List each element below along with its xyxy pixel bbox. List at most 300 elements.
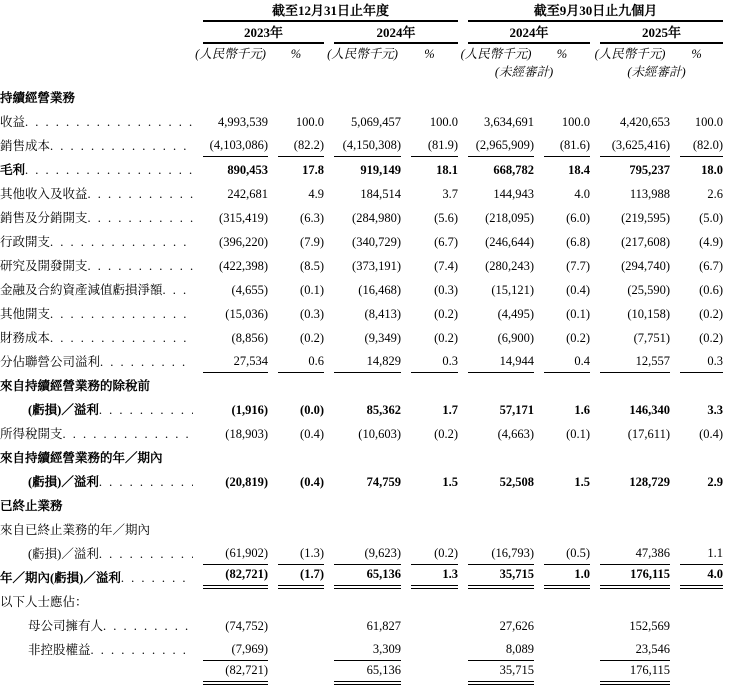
pct-cell: [534, 541, 590, 565]
year-cell: [324, 22, 458, 44]
amount-cell: [324, 229, 401, 253]
pct-cell: [401, 637, 458, 661]
year-cell: [590, 22, 736, 44]
pct-value: 18.1: [436, 163, 459, 177]
pct-value: 1.5: [574, 475, 591, 489]
amount-cell: [458, 253, 534, 277]
table-row: [0, 109, 736, 133]
table-row: [0, 469, 736, 493]
amount-cell: [590, 205, 670, 229]
amount-value: 146,340: [629, 403, 671, 417]
amount-cell: [324, 253, 401, 277]
amount-value: (422,398): [219, 259, 268, 273]
table-row: [0, 373, 736, 397]
amount-cell: [458, 277, 534, 301]
pct-value: [680, 683, 723, 685]
amount-value: (15,121): [491, 283, 535, 297]
dot-leader: [99, 546, 193, 563]
dot-leader: [88, 258, 193, 275]
amount-value: (61,902): [203, 545, 268, 565]
amount-cell: [590, 493, 670, 517]
pct-cell: [534, 82, 590, 109]
amount-cell: [590, 469, 670, 493]
amount-value: 4,993,539: [218, 115, 268, 129]
pct-cell: [534, 565, 590, 589]
amount-value: 14,829: [334, 353, 401, 373]
amount-value: 3,309: [334, 641, 401, 661]
row-label-text: 研究及開發開支: [0, 259, 88, 273]
pct-value: (0.4): [566, 283, 591, 297]
amount-cell: [324, 661, 401, 685]
table-row: [0, 589, 736, 613]
row-label-text: 來自已終止業務的年／期內: [0, 523, 151, 537]
amount-cell: [458, 229, 534, 253]
pct-unit-cell: [268, 44, 324, 64]
row-label-cell: [0, 373, 193, 397]
amount-value: 65,136: [334, 662, 401, 685]
pct-value: (0.2): [699, 331, 724, 345]
amount-cell: [458, 325, 534, 349]
table-row: [0, 397, 736, 421]
table-row: [0, 661, 736, 685]
pct-value: (7.4): [434, 259, 459, 273]
pct-cell: [268, 589, 324, 613]
pct-cell: [534, 445, 590, 469]
pct-value: 4.9: [308, 187, 324, 201]
amount-cell: [193, 157, 268, 181]
amount-value: 14,944: [468, 353, 534, 373]
amount-value: (18,903): [225, 427, 268, 441]
pct-value: 4.0: [680, 566, 723, 589]
pct-unit-cell: [534, 44, 590, 64]
pct-value: (0.2): [699, 307, 724, 321]
dot-leader: [25, 114, 193, 131]
pct-cell: [670, 277, 736, 301]
currency-unit-label: (人民幣千元): [327, 47, 398, 61]
row-label-text: 分佔聯營公司溢利: [0, 355, 101, 369]
pct-value: (8.5): [300, 259, 324, 273]
amount-cell: [458, 421, 534, 445]
pct-value: [544, 683, 590, 685]
amount-cell: [193, 301, 268, 325]
pct-cell: [534, 277, 590, 301]
dot-leader: [91, 642, 193, 659]
pct-cell: [534, 229, 590, 253]
amount-value: (16,793): [468, 545, 534, 565]
table-row: [0, 229, 736, 253]
amount-cell: [193, 565, 268, 589]
row-label-cell: [0, 517, 193, 541]
amount-cell: [458, 589, 534, 613]
pct-value: (82.0): [680, 137, 723, 157]
amount-value: 65,136: [334, 566, 401, 589]
table-row: [0, 301, 736, 325]
pct-value: (0.5): [544, 545, 590, 565]
pct-value: (6.0): [566, 211, 591, 225]
row-label-text: 其他開支: [0, 307, 51, 321]
pct-value: (0.4): [300, 475, 324, 489]
unaudited-cell-empty: [193, 64, 324, 82]
amount-cell: [458, 469, 534, 493]
amount-cell: [590, 349, 670, 373]
unit-cell: [193, 44, 268, 64]
pct-unit-cell: [401, 44, 458, 64]
row-label-cell: [0, 589, 193, 613]
amount-cell: [193, 445, 268, 469]
pct-cell: [401, 661, 458, 685]
pct-cell: [534, 301, 590, 325]
pct-cell: [268, 613, 324, 637]
amount-value: (15,036): [225, 307, 268, 321]
pct-value: (0.2): [434, 331, 459, 345]
year-cell: [193, 22, 324, 44]
amount-value: (373,191): [352, 259, 401, 273]
pct-cell: [534, 157, 590, 181]
amount-cell: [193, 229, 268, 253]
amount-cell: [324, 181, 401, 205]
amount-value: (2,965,909): [468, 137, 534, 157]
dot-leader: [99, 402, 193, 419]
amount-value: (4,663): [497, 427, 535, 441]
pct-value: (0.1): [566, 427, 591, 441]
pct-value: (6.7): [699, 259, 724, 273]
pct-cell: [670, 445, 736, 469]
amount-value: 4,420,653: [620, 115, 671, 129]
amount-value: (246,644): [485, 235, 535, 249]
pct-value: 1.1: [680, 545, 723, 565]
amount-cell: [590, 661, 670, 685]
pct-value: 1.7: [442, 403, 459, 417]
dot-leader: [88, 210, 193, 227]
pct-cell: [268, 541, 324, 565]
pct-cell: [534, 493, 590, 517]
amount-cell: [590, 181, 670, 205]
table-row: [0, 157, 736, 181]
amount-value: 795,237: [629, 163, 671, 177]
row-label-text: 其他收入及收益: [0, 187, 88, 201]
amount-cell: [324, 301, 401, 325]
pct-cell: [401, 565, 458, 589]
row-label-text: 財務成本: [0, 331, 51, 345]
pct-value: 18.4: [568, 163, 591, 177]
year-label: 2024年: [468, 25, 590, 44]
pct-cell: [534, 421, 590, 445]
percent-label: %: [424, 47, 435, 61]
amount-value: (218,095): [485, 211, 535, 225]
pct-cell: [670, 82, 736, 109]
row-label-text: 金融及合約資產減值虧損淨額: [0, 283, 163, 297]
pct-value: (0.3): [434, 283, 459, 297]
row-label-text: 母公司擁有人: [28, 619, 104, 633]
pct-cell: [268, 373, 324, 397]
pct-cell: [401, 613, 458, 637]
pct-cell: [268, 133, 324, 157]
pct-value: [278, 683, 324, 685]
amount-value: 27,534: [203, 353, 268, 373]
amount-cell: [458, 493, 534, 517]
amount-cell: [324, 277, 401, 301]
pct-value: 0.4: [544, 353, 590, 373]
amount-value: 176,115: [600, 566, 670, 589]
amount-cell: [590, 565, 670, 589]
row-label-cell: [0, 421, 193, 445]
amount-value: 47,386: [600, 545, 670, 565]
row-label-cell: [0, 82, 193, 109]
unaudited-cell-empty: [324, 64, 458, 82]
row-label-cell: [0, 637, 193, 661]
amount-cell: [458, 397, 534, 421]
dot-leader: [103, 618, 193, 635]
amount-value: (4,103,086): [203, 137, 268, 157]
pct-value: (4.9): [699, 235, 724, 249]
pct-value: 3.3: [707, 403, 724, 417]
label-column-spacer: [0, 64, 193, 82]
pct-cell: [401, 205, 458, 229]
amount-cell: [193, 109, 268, 133]
amount-cell: [458, 541, 534, 565]
amount-value: 57,171: [499, 403, 535, 417]
amount-cell: [193, 325, 268, 349]
period-group-cell: [193, 0, 458, 22]
pct-cell: [268, 277, 324, 301]
pct-cell: [534, 589, 590, 613]
pct-cell: [401, 109, 458, 133]
pct-cell: [401, 277, 458, 301]
pct-value: (81.6): [544, 137, 590, 157]
section-row: [0, 493, 736, 517]
amount-cell: [458, 301, 534, 325]
amount-cell: [458, 517, 534, 541]
row-label-text: 來自持續經營業務的除稅前: [0, 379, 151, 393]
pct-value: 17.8: [302, 163, 324, 177]
unit-cell: [324, 44, 401, 64]
amount-cell: [590, 157, 670, 181]
row-label-text: 持續經營業務: [0, 91, 76, 105]
pct-value: (0.2): [300, 331, 324, 345]
pct-value: (0.2): [434, 307, 459, 321]
pct-value: 100.0: [295, 115, 324, 129]
amount-value: (20,819): [225, 475, 268, 489]
table-row: [0, 517, 736, 541]
pct-value: 4.0: [574, 187, 591, 201]
pct-cell: [670, 229, 736, 253]
year-label: 2025年: [600, 25, 723, 44]
amount-value: 176,115: [600, 662, 670, 685]
pct-unit-cell: [670, 44, 736, 64]
pct-cell: [670, 469, 736, 493]
pct-cell: [534, 109, 590, 133]
pct-value: (7.7): [566, 259, 591, 273]
pct-value: 1.5: [442, 475, 459, 489]
amount-value: (280,243): [485, 259, 535, 273]
table-row: [0, 325, 736, 349]
row-label-cell: [0, 325, 193, 349]
pct-cell: [670, 589, 736, 613]
pct-value: (0.4): [699, 427, 724, 441]
pct-cell: [268, 469, 324, 493]
amount-value: 184,514: [360, 187, 401, 201]
amount-cell: [193, 397, 268, 421]
pct-value: (6.8): [566, 235, 591, 249]
amount-cell: [458, 637, 534, 661]
amount-cell: [458, 349, 534, 373]
row-label-text: 非控股權益: [28, 643, 91, 657]
pct-value: (6.7): [434, 235, 459, 249]
amount-value: (16,468): [358, 283, 401, 297]
row-label-text: 已終止業務: [0, 499, 63, 513]
amount-cell: [324, 613, 401, 637]
pct-value: (0.2): [434, 427, 459, 441]
pct-cell: [534, 349, 590, 373]
pct-value: 100.0: [429, 115, 459, 129]
row-label-text: 以下人士應佔：: [0, 595, 88, 609]
amount-cell: [458, 82, 534, 109]
amount-cell: [590, 82, 670, 109]
amount-cell: [590, 373, 670, 397]
pct-value: 100.0: [561, 115, 591, 129]
pct-cell: [268, 205, 324, 229]
pct-cell: [268, 565, 324, 589]
amount-cell: [324, 469, 401, 493]
pct-value: (0.4): [300, 427, 324, 441]
row-label-cell: [0, 469, 193, 493]
amount-cell: [324, 637, 401, 661]
pct-cell: [670, 637, 736, 661]
amount-value: (4,655): [231, 283, 268, 297]
table-row: [0, 421, 736, 445]
amount-value: 27,626: [499, 619, 535, 633]
pct-cell: [268, 349, 324, 373]
pct-value: (0.1): [566, 307, 591, 321]
row-label-cell: [0, 493, 193, 517]
amount-value: 52,508: [499, 475, 535, 489]
amount-value: (217,608): [621, 235, 671, 249]
amount-cell: [590, 445, 670, 469]
row-label-cell: [0, 541, 193, 565]
amount-cell: [193, 133, 268, 157]
currency-unit-label: (人民幣千元): [594, 47, 666, 61]
row-label-text: 行政開支: [0, 235, 51, 249]
pct-cell: [401, 82, 458, 109]
pct-cell: [534, 205, 590, 229]
amount-cell: [193, 637, 268, 661]
amount-cell: [193, 253, 268, 277]
row-label-cell: [0, 613, 193, 637]
amount-cell: [458, 205, 534, 229]
pct-cell: [268, 445, 324, 469]
period-group-title: 截至12月31日止年度: [203, 3, 458, 22]
pct-cell: [670, 181, 736, 205]
amount-value: 23,546: [600, 641, 670, 661]
amount-cell: [458, 181, 534, 205]
amount-value: (340,729): [352, 235, 401, 249]
amount-cell: [324, 397, 401, 421]
pct-cell: [670, 373, 736, 397]
dot-leader: [25, 162, 193, 179]
amount-cell: [324, 373, 401, 397]
pct-value: 0.6: [278, 353, 324, 373]
amount-value: (9,349): [364, 331, 401, 345]
pct-cell: [268, 301, 324, 325]
percent-label: %: [691, 47, 702, 61]
label-column-spacer: [0, 44, 193, 64]
pct-value: (0.0): [300, 403, 324, 417]
percent-label: %: [290, 47, 302, 61]
pct-cell: [670, 541, 736, 565]
pct-cell: [268, 397, 324, 421]
amount-cell: [324, 133, 401, 157]
row-label-cell: [0, 133, 193, 157]
table-row: [0, 565, 736, 589]
amount-cell: [458, 661, 534, 685]
amount-value: 113,988: [629, 187, 671, 201]
amount-cell: [590, 397, 670, 421]
amount-cell: [458, 565, 534, 589]
pct-cell: [401, 517, 458, 541]
amount-value: (25,590): [627, 283, 671, 297]
amount-value: 128,729: [629, 475, 671, 489]
pct-value: 100.0: [694, 115, 724, 129]
pct-cell: [401, 181, 458, 205]
pct-value: (1.7): [278, 566, 324, 589]
amount-cell: [458, 109, 534, 133]
row-label-cell: [0, 157, 193, 181]
amount-value: (74,752): [225, 619, 268, 633]
amount-value: (7,751): [633, 331, 671, 345]
pct-cell: [534, 637, 590, 661]
amount-cell: [324, 565, 401, 589]
pct-value: (0.2): [566, 331, 591, 345]
table-row: [0, 133, 736, 157]
pct-cell: [268, 229, 324, 253]
pct-value: 2.9: [707, 475, 724, 489]
pct-cell: [534, 517, 590, 541]
pct-cell: [670, 397, 736, 421]
row-label-cell: [0, 301, 193, 325]
pct-cell: [534, 469, 590, 493]
unaudited-cell: [590, 64, 736, 82]
pct-cell: [670, 517, 736, 541]
pct-cell: [268, 82, 324, 109]
amount-cell: [590, 229, 670, 253]
amount-value: 890,453: [227, 163, 268, 177]
pct-value: (7.9): [300, 235, 324, 249]
pct-cell: [670, 493, 736, 517]
amount-cell: [590, 325, 670, 349]
row-label-text: 銷售及分銷開支: [0, 211, 88, 225]
table-row: [0, 637, 736, 661]
amount-cell: [458, 445, 534, 469]
pct-value: 1.3: [411, 566, 458, 589]
pct-value: 2.6: [707, 187, 724, 201]
row-label-text: (虧損)／溢利: [28, 403, 99, 417]
amount-cell: [590, 253, 670, 277]
amount-cell: [324, 517, 401, 541]
label-column-spacer: [0, 0, 193, 22]
dot-leader: [163, 282, 193, 299]
pct-value: 0.3: [411, 353, 458, 373]
amount-cell: [590, 301, 670, 325]
pct-cell: [401, 397, 458, 421]
amount-cell: [324, 493, 401, 517]
amount-cell: [590, 613, 670, 637]
row-label-cell: [0, 661, 193, 685]
amount-value: (17,611): [627, 427, 671, 441]
amount-cell: [193, 421, 268, 445]
table-header: [0, 0, 736, 82]
amount-value: 35,715: [468, 662, 534, 685]
pct-cell: [670, 109, 736, 133]
